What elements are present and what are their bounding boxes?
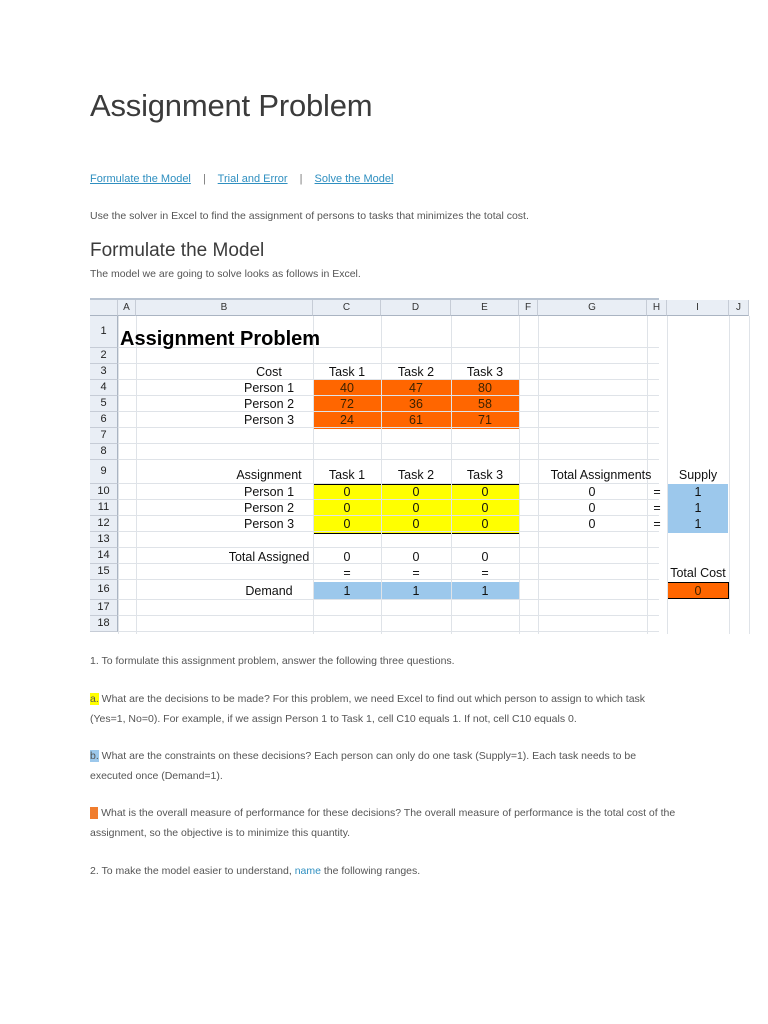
cost-cell[interactable]: 72 [340,397,354,411]
assignment-cell[interactable]: 0 [412,517,420,531]
cost-cell[interactable]: 58 [478,397,492,411]
col-header-d[interactable]: D [381,300,451,316]
assignment-person-label: Person 3 [243,517,295,531]
cost-header: Cost [256,365,282,379]
col-header-f[interactable]: F [519,300,538,316]
total-assignments-cell[interactable]: 0 [588,501,596,515]
question-b-marker: b. [90,750,99,762]
assignment-cell[interactable]: 0 [481,485,489,499]
row-header[interactable]: 8 [90,444,118,460]
col-header-c[interactable]: C [313,300,381,316]
row-header[interactable]: 12 [90,516,118,532]
cost-task-header: Task 3 [466,365,504,379]
equals-sign: = [653,501,661,515]
assignment-cell[interactable]: 0 [343,501,351,515]
row-header[interactable]: 3 [90,364,118,380]
question-c-text: What is the overall measure of performance for these decisions? The overall measure of performance is the total cost of the assignment, so the objective is to minimize this quantity. [90,807,676,839]
cost-cell[interactable]: 36 [409,397,423,411]
total-assigned-cell[interactable]: 0 [343,550,351,564]
equals-sign: = [412,566,420,580]
step-2-text [90,861,678,881]
col-header-e[interactable]: E [451,300,519,316]
nav-separator: | [202,173,206,185]
col-header-g[interactable]: G [538,300,647,316]
row-header[interactable]: 9 [90,460,118,484]
assignment-cell[interactable]: 0 [412,485,420,499]
equals-sign: = [653,485,661,499]
assignment-person-label: Person 2 [243,501,295,515]
grid-line [118,547,659,548]
total-cost-cell[interactable]: 0 [694,584,702,598]
grid-line [118,599,659,600]
total-assigned-cell[interactable]: 0 [481,550,489,564]
total-assigned-label: Total Assigned [228,550,310,564]
grid-line [118,459,659,460]
question-c [90,803,678,843]
row-header[interactable]: 15 [90,564,118,580]
cost-task-header: Task 1 [328,365,366,379]
question-c-marker: c. [90,807,99,819]
grid-line [118,443,659,444]
equals-sign: = [653,517,661,531]
nav-link-trial[interactable]: Trial and Error [217,173,288,185]
row-header[interactable]: 10 [90,484,118,500]
assignment-cell[interactable]: 0 [481,501,489,515]
assignment-task-header: Task 2 [397,468,435,482]
row-header[interactable]: 18 [90,616,118,632]
question-a-text: What are the decisions to be made? For this problem, we need Excel to find out which person to assign to which task (Yes=1, No=0). For example, if we assign Person 1 to Task 1, cell C10 equals 1. If not, cell C10 equals 0. [90,693,646,725]
intro-text: Use the solver in Excel to find the assignment of persons to tasks that minimizes the total cost. [90,210,529,222]
equals-sign: = [481,566,489,580]
nav-separator: | [299,173,303,185]
cost-cell[interactable]: 24 [340,413,354,427]
assignment-cell[interactable]: 0 [343,485,351,499]
grid-line [118,631,659,632]
demand-cell[interactable]: 1 [343,584,351,598]
row-header[interactable]: 2 [90,348,118,364]
excel-spreadsheet [90,298,741,634]
step-2-after: the following ranges. [320,865,421,877]
cost-person-label: Person 2 [243,397,295,411]
section-nav [90,173,393,185]
assignment-person-label: Person 1 [243,485,295,499]
row-header[interactable]: 14 [90,548,118,564]
demand-cell[interactable]: 1 [412,584,420,598]
cost-cell[interactable]: 47 [409,381,423,395]
row-header[interactable]: 16 [90,580,118,600]
grid-line [749,316,750,634]
row-header[interactable]: 1 [90,316,118,348]
nav-link-solve[interactable]: Solve the Model [314,173,394,185]
cost-cell[interactable]: 40 [340,381,354,395]
assignment-task-header: Task 3 [466,468,504,482]
question-b [90,746,678,786]
step-1-text: 1. To formulate this assignment problem, answer the following three questions. [90,655,455,667]
col-header-a[interactable]: A [118,300,136,316]
col-header-i[interactable]: I [667,300,729,316]
supply-header: Supply [678,468,718,482]
cost-task-header: Task 2 [397,365,435,379]
total-assignments-header: Total Assignments [550,468,652,482]
assignment-task-header: Task 1 [328,468,366,482]
total-assignments-cell[interactable]: 0 [588,517,596,531]
page-title: Assignment Problem [90,88,373,123]
demand-label: Demand [245,584,293,598]
row-header[interactable]: 5 [90,396,118,412]
assignment-cell[interactable]: 0 [412,501,420,515]
question-b-text: What are the constraints on these decisions? Each person can only do one task (Supply=1). Each task needs to be executed once (Demand=1). [90,750,637,782]
col-header-j[interactable]: J [729,300,749,316]
question-a-marker: a. [90,693,99,705]
cost-person-label: Person 1 [243,381,295,395]
row-header[interactable]: 6 [90,412,118,428]
grid-line [729,316,730,634]
section-subtitle: The model we are going to solve looks as follows in Excel. [90,268,361,280]
total-cost-label: Total Cost [670,566,726,580]
assignment-header: Assignment [236,468,302,482]
assignment-cell[interactable]: 0 [481,517,489,531]
select-all-corner[interactable] [90,300,118,316]
sheet-title: Assignment Problem [120,328,321,350]
cost-cell[interactable]: 61 [409,413,423,427]
total-assignments-cell[interactable]: 0 [588,485,596,499]
question-a [90,689,678,729]
equals-sign: = [343,566,351,580]
demand-cell[interactable]: 1 [481,584,489,598]
assignment-cell[interactable]: 0 [343,517,351,531]
nav-link-formulate[interactable]: Formulate the Model [90,173,191,185]
row-header[interactable]: 11 [90,500,118,516]
grid-line [118,615,659,616]
total-assigned-cell[interactable]: 0 [412,550,420,564]
row-header[interactable]: 13 [90,532,118,548]
step-2-before: 2. To make the model easier to understand, [90,865,295,877]
row-header[interactable]: 4 [90,380,118,396]
section-title: Formulate the Model [90,240,265,261]
name-link[interactable]: name [294,865,321,877]
row-header[interactable]: 7 [90,428,118,444]
cost-cell[interactable]: 80 [478,381,492,395]
col-header-h[interactable]: H [647,300,667,316]
supply-cell[interactable]: 1 [694,517,702,531]
col-header-b[interactable]: B [136,300,313,316]
cost-cell[interactable]: 71 [478,413,492,427]
cost-person-label: Person 3 [243,413,295,427]
supply-cell[interactable]: 1 [694,485,702,499]
row-header[interactable]: 17 [90,600,118,616]
supply-cell[interactable]: 1 [694,501,702,515]
